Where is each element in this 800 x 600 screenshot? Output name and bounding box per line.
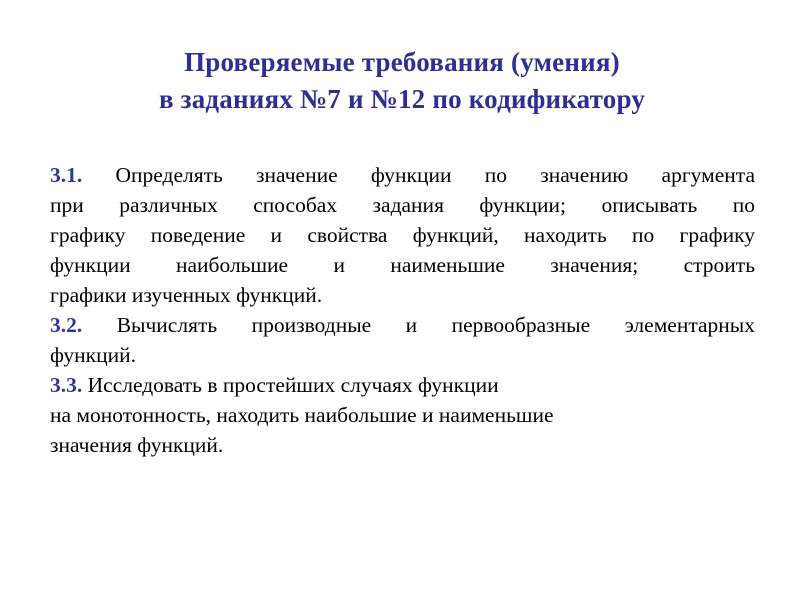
item-number-3-3: 3.3. [50,373,83,397]
title-line-1: Проверяемые требования (умения) [184,47,620,77]
body-text: на монотонность, находить наибольшие и наименьшие [50,403,554,427]
body-line [50,310,755,340]
slide-body [50,160,755,460]
body-line [50,280,755,310]
slide-title [50,44,754,118]
body-text: функций. [50,343,136,367]
item-number-3-1: 3.1. [50,163,83,187]
body-line [50,250,755,280]
body-line [50,340,755,370]
body-line [50,190,755,220]
item-number-3-2: 3.2. [50,313,83,337]
body-text: Определять значение функции по значению аргумента [115,163,755,187]
body-text: значения функций. [50,433,224,457]
body-text: при различных способах задания функции; описывать по [50,193,755,217]
body-text: графики изученных функций. [50,283,323,307]
body-line [50,160,755,190]
body-line [50,370,755,400]
body-text: графику поведение и свойства функций, находить по графику [50,223,755,247]
body-line [50,400,755,430]
body-text: Вычислять производные и первообразные элементарных [116,313,755,337]
title-line-2: в заданиях №7 и №12 по кодификатору [158,84,646,114]
body-line [50,220,755,250]
body-text: Исследовать в простейших случаях функции [87,373,499,397]
body-text: функции наибольшие и наименьшие значения; строить [50,253,755,277]
body-line [50,430,755,460]
